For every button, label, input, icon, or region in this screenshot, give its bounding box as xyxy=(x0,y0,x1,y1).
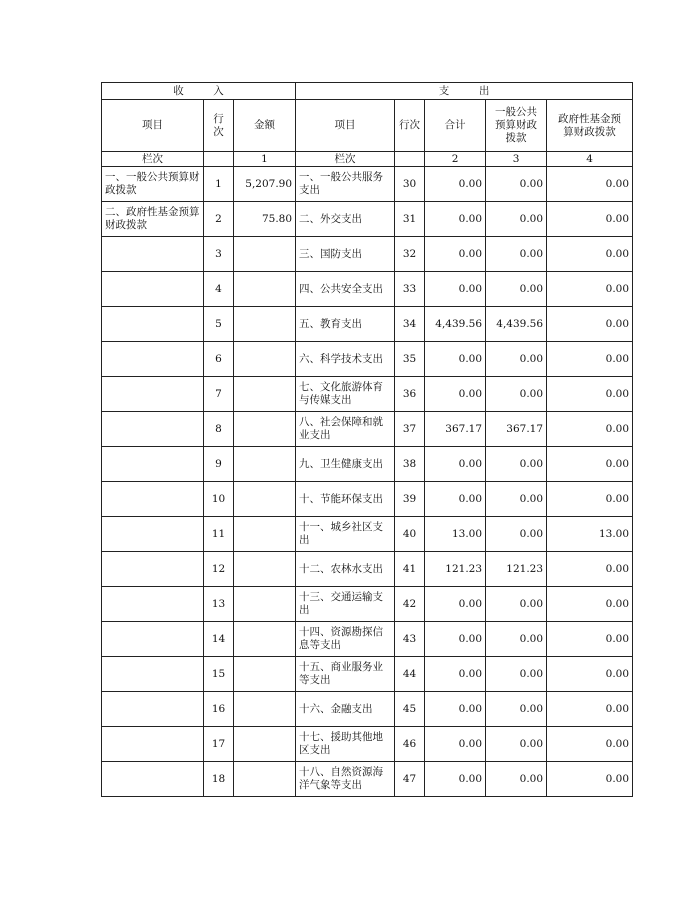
general-budget-cell: 0.00 xyxy=(486,482,547,517)
income-item-cell xyxy=(102,377,204,412)
expense-item-cell: 八、社会保障和就业支出 xyxy=(296,412,395,447)
expense-item-cell: 十四、资源勘探信息等支出 xyxy=(296,622,395,657)
income-line-cell: 7 xyxy=(204,377,234,412)
income-amount-cell xyxy=(234,307,296,342)
income-item-cell xyxy=(102,307,204,342)
income-item-cell xyxy=(102,552,204,587)
expense-line-cell: 44 xyxy=(395,657,425,692)
general-budget-cell: 0.00 xyxy=(486,272,547,307)
fund-budget-cell: 0.00 xyxy=(547,167,633,202)
expense-line-cell: 30 xyxy=(395,167,425,202)
general-budget-cell: 0.00 xyxy=(486,447,547,482)
table-row xyxy=(102,447,633,482)
expense-item-cell: 十、节能环保支出 xyxy=(296,482,395,517)
table-row xyxy=(102,657,633,692)
col-header-expense-item: 项目 xyxy=(296,100,395,152)
fund-budget-cell: 0.00 xyxy=(547,412,633,447)
income-amount-cell xyxy=(234,692,296,727)
income-line-cell: 14 xyxy=(204,622,234,657)
fund-budget-cell: 13.00 xyxy=(547,517,633,552)
total-cell: 0.00 xyxy=(425,202,486,237)
expense-item-cell: 十一、城乡社区支出 xyxy=(296,517,395,552)
income-item-cell xyxy=(102,692,204,727)
expense-line-cell: 36 xyxy=(395,377,425,412)
income-item-cell xyxy=(102,517,204,552)
general-budget-cell: 4,439.56 xyxy=(486,307,547,342)
income-item-cell xyxy=(102,237,204,272)
total-cell: 0.00 xyxy=(425,377,486,412)
income-amount-cell xyxy=(234,762,296,797)
income-item-cell xyxy=(102,622,204,657)
expense-line-cell: 34 xyxy=(395,307,425,342)
column-header-row xyxy=(102,100,633,152)
income-amount-cell xyxy=(234,342,296,377)
col-header-income-line: 行次 xyxy=(204,100,234,152)
total-cell: 0.00 xyxy=(425,587,486,622)
general-budget-cell: 0.00 xyxy=(486,622,547,657)
income-item-cell: 一、一般公共预算财政拨款 xyxy=(102,167,204,202)
expense-section-header: 支 出 xyxy=(296,83,633,100)
income-item-cell xyxy=(102,727,204,762)
expense-line-cell: 38 xyxy=(395,447,425,482)
expense-line-cell: 39 xyxy=(395,482,425,517)
general-budget-cell: 0.00 xyxy=(486,657,547,692)
general-budget-cell: 0.00 xyxy=(486,342,547,377)
income-amount-cell: 75.80 xyxy=(234,202,296,237)
income-amount-cell xyxy=(234,482,296,517)
general-budget-cell: 367.17 xyxy=(486,412,547,447)
expense-item-cell: 十五、商业服务业等支出 xyxy=(296,657,395,692)
fund-budget-cell: 0.00 xyxy=(547,587,633,622)
total-cell: 0.00 xyxy=(425,482,486,517)
general-budget-cell: 0.00 xyxy=(486,762,547,797)
expense-item-cell: 十六、金融支出 xyxy=(296,692,395,727)
expense-item-cell: 十三、交通运输支出 xyxy=(296,587,395,622)
budget-table xyxy=(101,82,633,797)
total-cell: 0.00 xyxy=(425,692,486,727)
general-budget-cell: 0.00 xyxy=(486,587,547,622)
col-header-fund-budget: 政府性基金预算财政拨款 xyxy=(547,100,633,152)
table-row xyxy=(102,167,633,202)
total-cell: 0.00 xyxy=(425,447,486,482)
income-line-cell: 3 xyxy=(204,237,234,272)
general-budget-cell: 0.00 xyxy=(486,727,547,762)
fund-budget-cell: 0.00 xyxy=(547,307,633,342)
fund-budget-cell: 0.00 xyxy=(547,272,633,307)
expense-item-cell: 十七、援助其他地区支出 xyxy=(296,727,395,762)
income-item-cell xyxy=(102,482,204,517)
income-amount-cell xyxy=(234,622,296,657)
income-amount-cell: 5,207.90 xyxy=(234,167,296,202)
income-item-cell xyxy=(102,657,204,692)
total-cell: 0.00 xyxy=(425,622,486,657)
total-cell: 0.00 xyxy=(425,237,486,272)
expense-item-cell: 六、科学技术支出 xyxy=(296,342,395,377)
expense-item-cell: 四、公共安全支出 xyxy=(296,272,395,307)
total-cell: 4,439.56 xyxy=(425,307,486,342)
expense-line-cell: 37 xyxy=(395,412,425,447)
expense-line-cell: 46 xyxy=(395,727,425,762)
expense-line-cell: 31 xyxy=(395,202,425,237)
table-row xyxy=(102,412,633,447)
income-line-cell: 6 xyxy=(204,342,234,377)
col-header-total: 合计 xyxy=(425,100,486,152)
col-header-income-amount: 金额 xyxy=(234,100,296,152)
income-line-cell: 5 xyxy=(204,307,234,342)
lanci-label-right: 栏次 xyxy=(296,152,395,167)
fund-budget-cell: 0.00 xyxy=(547,237,633,272)
total-cell: 0.00 xyxy=(425,727,486,762)
income-line-cell: 16 xyxy=(204,692,234,727)
general-budget-cell: 0.00 xyxy=(486,237,547,272)
total-cell: 0.00 xyxy=(425,272,486,307)
total-cell: 0.00 xyxy=(425,762,486,797)
fund-budget-cell: 0.00 xyxy=(547,482,633,517)
total-cell: 0.00 xyxy=(425,342,486,377)
col-header-expense-line: 行次 xyxy=(395,100,425,152)
fund-budget-cell: 0.00 xyxy=(547,342,633,377)
table-row xyxy=(102,307,633,342)
income-line-cell: 12 xyxy=(204,552,234,587)
total-cell: 367.17 xyxy=(425,412,486,447)
table-row xyxy=(102,237,633,272)
expense-line-cell: 33 xyxy=(395,272,425,307)
general-budget-cell: 0.00 xyxy=(486,167,547,202)
income-line-cell: 11 xyxy=(204,517,234,552)
fund-budget-cell: 0.00 xyxy=(547,622,633,657)
general-budget-cell: 0.00 xyxy=(486,517,547,552)
fund-budget-cell: 0.00 xyxy=(547,377,633,412)
income-line-cell: 18 xyxy=(204,762,234,797)
income-line-cell: 2 xyxy=(204,202,234,237)
fund-budget-cell: 0.00 xyxy=(547,447,633,482)
total-cell: 0.00 xyxy=(425,167,486,202)
table-row xyxy=(102,622,633,657)
income-line-cell: 13 xyxy=(204,587,234,622)
col-header-income-item: 项目 xyxy=(102,100,204,152)
expense-line-cell: 45 xyxy=(395,692,425,727)
income-amount-cell xyxy=(234,272,296,307)
income-amount-cell xyxy=(234,727,296,762)
income-line-cell: 8 xyxy=(204,412,234,447)
expense-line-cell: 43 xyxy=(395,622,425,657)
table-row xyxy=(102,727,633,762)
table-row xyxy=(102,202,633,237)
fund-budget-cell: 0.00 xyxy=(547,202,633,237)
fund-budget-cell: 0.00 xyxy=(547,727,633,762)
fund-budget-cell: 0.00 xyxy=(547,552,633,587)
income-item-cell xyxy=(102,412,204,447)
expense-item-cell: 十八、自然资源海洋气象等支出 xyxy=(296,762,395,797)
expense-line-cell: 42 xyxy=(395,587,425,622)
income-amount-cell xyxy=(234,237,296,272)
expense-line-cell: 40 xyxy=(395,517,425,552)
general-budget-cell: 0.00 xyxy=(486,202,547,237)
expense-item-cell: 十二、农林水支出 xyxy=(296,552,395,587)
income-amount-cell xyxy=(234,657,296,692)
income-amount-cell xyxy=(234,517,296,552)
lanci-row xyxy=(102,152,633,167)
income-item-cell xyxy=(102,587,204,622)
lanci-empty-cell xyxy=(395,152,425,167)
expense-item-cell: 三、国防支出 xyxy=(296,237,395,272)
income-item-cell: 二、政府性基金预算财政拨款 xyxy=(102,202,204,237)
general-budget-cell: 121.23 xyxy=(486,552,547,587)
income-line-cell: 4 xyxy=(204,272,234,307)
lanci-3: 3 xyxy=(486,152,547,167)
income-amount-cell xyxy=(234,587,296,622)
expense-item-cell: 九、卫生健康支出 xyxy=(296,447,395,482)
table-row xyxy=(102,692,633,727)
income-line-cell: 17 xyxy=(204,727,234,762)
general-budget-cell: 0.00 xyxy=(486,377,547,412)
income-item-cell xyxy=(102,272,204,307)
income-item-cell xyxy=(102,447,204,482)
lanci-empty-cell xyxy=(204,152,234,167)
expense-item-cell: 一、一般公共服务支出 xyxy=(296,167,395,202)
table-row xyxy=(102,272,633,307)
expense-line-cell: 41 xyxy=(395,552,425,587)
income-amount-cell xyxy=(234,552,296,587)
expense-item-cell: 二、外交支出 xyxy=(296,202,395,237)
lanci-label-left: 栏次 xyxy=(102,152,204,167)
table-row xyxy=(102,342,633,377)
expense-line-cell: 47 xyxy=(395,762,425,797)
expense-item-cell: 五、教育支出 xyxy=(296,307,395,342)
income-item-cell xyxy=(102,342,204,377)
section-header-row xyxy=(102,83,633,100)
table-row xyxy=(102,587,633,622)
expense-line-cell: 35 xyxy=(395,342,425,377)
table-row xyxy=(102,482,633,517)
total-cell: 0.00 xyxy=(425,657,486,692)
expense-line-cell: 32 xyxy=(395,237,425,272)
expense-item-cell: 七、文化旅游体育与传媒支出 xyxy=(296,377,395,412)
general-budget-cell: 0.00 xyxy=(486,692,547,727)
income-amount-cell xyxy=(234,447,296,482)
income-line-cell: 15 xyxy=(204,657,234,692)
table-row xyxy=(102,377,633,412)
col-header-general-budget: 一般公共预算财政拨款 xyxy=(486,100,547,152)
fund-budget-cell: 0.00 xyxy=(547,692,633,727)
income-item-cell xyxy=(102,762,204,797)
income-amount-cell xyxy=(234,377,296,412)
fund-budget-cell: 0.00 xyxy=(547,657,633,692)
income-line-cell: 1 xyxy=(204,167,234,202)
lanci-1: 1 xyxy=(234,152,296,167)
income-line-cell: 9 xyxy=(204,447,234,482)
table-row xyxy=(102,517,633,552)
lanci-4: 4 xyxy=(547,152,633,167)
income-line-cell: 10 xyxy=(204,482,234,517)
income-section-header: 收 入 xyxy=(102,83,296,100)
table-row xyxy=(102,552,633,587)
table-row xyxy=(102,762,633,797)
lanci-2: 2 xyxy=(425,152,486,167)
income-amount-cell xyxy=(234,412,296,447)
total-cell: 121.23 xyxy=(425,552,486,587)
total-cell: 13.00 xyxy=(425,517,486,552)
fund-budget-cell: 0.00 xyxy=(547,762,633,797)
